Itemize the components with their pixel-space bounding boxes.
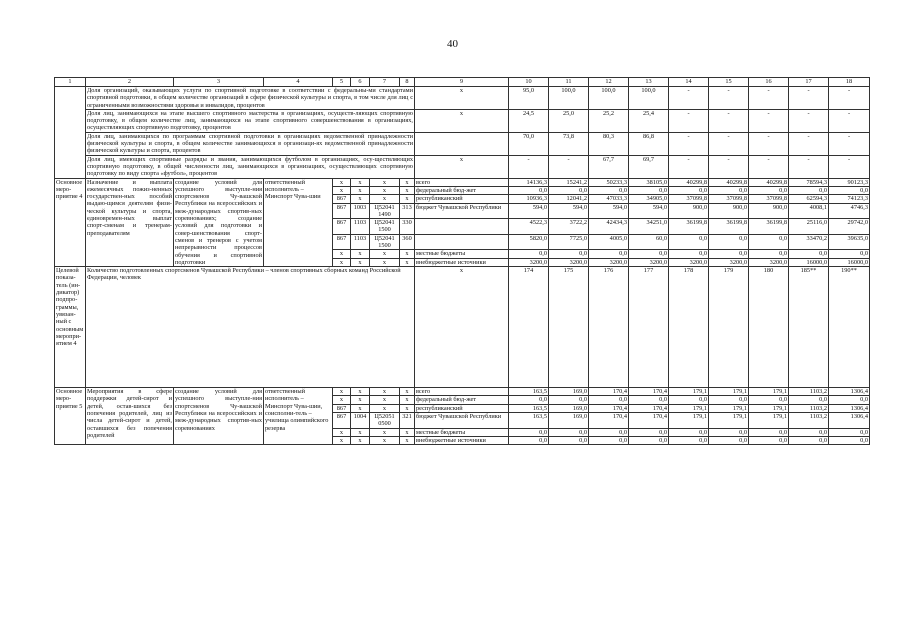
value-cell: 4746,3	[829, 203, 870, 219]
column-number: 7	[370, 78, 400, 87]
empty-cell	[55, 87, 86, 179]
value-cell: 1103,2	[789, 413, 829, 429]
value-cell: 16000,0	[829, 258, 870, 266]
value-cell: -	[669, 109, 709, 132]
value-cell: 38105,0	[629, 178, 669, 186]
value-cell: 0,0	[749, 396, 789, 404]
value-cell: 190**	[829, 267, 870, 388]
value-cell: 0,0	[509, 428, 549, 436]
value-cell: 37099,8	[749, 195, 789, 203]
target-article-code: х	[370, 186, 400, 194]
value-cell: 0,0	[509, 250, 549, 258]
column-number: 14	[669, 78, 709, 87]
value-cell: 37099,8	[709, 195, 749, 203]
value-cell: 25116,0	[789, 219, 829, 235]
target-article-code: х	[370, 428, 400, 436]
value-cell: 0,0	[789, 396, 829, 404]
value-cell: 7725,0	[549, 234, 589, 250]
value-cell: -	[709, 109, 749, 132]
value-cell: 176	[589, 267, 629, 388]
value-cell: 62594,3	[789, 195, 829, 203]
section-code: х	[351, 428, 370, 436]
value-cell: 594,0	[549, 203, 589, 219]
value-cell: -	[669, 155, 709, 178]
value-cell: 50233,3	[589, 178, 629, 186]
value-cell: 0,0	[629, 396, 669, 404]
value-cell: 16000,0	[789, 258, 829, 266]
expense-type-code: 330	[400, 219, 415, 235]
section-code: х	[351, 195, 370, 203]
value-cell: 4008,1	[789, 203, 829, 219]
value-cell: 3200,0	[589, 258, 629, 266]
finance-row	[55, 388, 870, 396]
section-code: х	[351, 250, 370, 258]
value-cell: -	[829, 155, 870, 178]
measure-executor: ответственный исполнитель – Минспорт Чува-шии, соисполни-тель – училища олимпийского резерва	[264, 388, 333, 445]
value-cell: 3200,0	[669, 258, 709, 266]
value-cell: 4522,3	[509, 219, 549, 235]
indicator-text: Доля лиц, занимающихся на этапе высшего спортивного мастерства в организациях, осуществ-ляющих спортивную подготовку, в общем количестве лиц, занимающихся на этапе спортивного совершенствования в организациях, осуществляющих спортивную подготовку, процентов	[87, 109, 413, 132]
value-cell: 594,0	[589, 203, 629, 219]
value-cell: 15241,2	[549, 178, 589, 186]
indicator-row	[55, 87, 870, 110]
funding-source: местные бюджеты	[415, 250, 509, 258]
value-cell: 179	[709, 267, 749, 388]
source-cell: х	[415, 155, 509, 178]
value-cell: 40299,8	[709, 178, 749, 186]
expense-type-code: х	[400, 250, 415, 258]
section-code: х	[351, 258, 370, 266]
column-number: 17	[789, 78, 829, 87]
column-number: 10	[509, 78, 549, 87]
grbs-code: х	[333, 436, 351, 444]
expense-type-code: х	[400, 388, 415, 396]
value-cell: 900,0	[709, 203, 749, 219]
value-cell: 39635,0	[829, 234, 870, 250]
expense-type-code: 360	[400, 234, 415, 250]
funding-source: федеральный бюд-жет	[415, 186, 509, 194]
value-cell: -	[789, 132, 829, 155]
grbs-code: 867	[333, 413, 351, 429]
grbs-code: х	[333, 258, 351, 266]
expense-type-code: х	[400, 178, 415, 186]
value-cell: 0,0	[709, 250, 749, 258]
target-article-code: х	[370, 436, 400, 444]
column-number: 5	[333, 78, 351, 87]
value-cell: 33470,2	[789, 234, 829, 250]
value-cell: 12041,2	[549, 195, 589, 203]
value-cell: 25,0	[549, 109, 589, 132]
value-cell: 3200,0	[509, 258, 549, 266]
value-cell: 67,7	[589, 155, 629, 178]
value-cell: 60,0	[629, 234, 669, 250]
target-article-code: Ц52041 1500	[370, 234, 400, 250]
value-cell: 0,0	[549, 428, 589, 436]
finance-row	[55, 178, 870, 186]
value-cell: -	[749, 87, 789, 110]
column-number: 15	[709, 78, 749, 87]
value-cell: -	[669, 87, 709, 110]
funding-source	[415, 234, 509, 250]
funding-source: всего	[415, 178, 509, 186]
value-cell: 90123,3	[829, 178, 870, 186]
section-code: х	[351, 178, 370, 186]
value-cell: -	[749, 109, 789, 132]
value-cell: 1306,4	[829, 404, 870, 412]
value-cell: 0,0	[589, 186, 629, 194]
value-cell: 3722,2	[549, 219, 589, 235]
funding-source: республиканский	[415, 195, 509, 203]
value-cell: 169,0	[549, 404, 589, 412]
expense-type-code: х	[400, 195, 415, 203]
value-cell: 1103,2	[789, 404, 829, 412]
value-cell: 179,1	[749, 388, 789, 396]
section-code: 1103	[351, 234, 370, 250]
value-cell: -	[709, 87, 749, 110]
value-cell: -	[789, 109, 829, 132]
column-number: 1	[55, 78, 86, 87]
table-body	[55, 78, 870, 445]
value-cell: 594,0	[629, 203, 669, 219]
measure-name: Мероприятия в сфере поддержки детей-сирот и детей, остав-шихся без попечения родителей, лиц из числа детей-сирот и детей, оставшихся без попечения родителей	[86, 388, 174, 445]
value-cell: 36199,8	[749, 219, 789, 235]
value-cell: 179,1	[669, 388, 709, 396]
value-cell: 0,0	[549, 396, 589, 404]
value-cell: 0,0	[709, 396, 749, 404]
value-cell: 900,0	[669, 203, 709, 219]
indicator-row	[55, 132, 870, 155]
value-cell: 0,0	[829, 396, 870, 404]
value-cell: 0,0	[749, 250, 789, 258]
expense-type-code: х	[400, 186, 415, 194]
source-cell: х	[415, 109, 509, 132]
value-cell: 40299,8	[669, 178, 709, 186]
value-cell: 169,0	[549, 388, 589, 396]
value-cell: 80,3	[589, 132, 629, 155]
value-cell: 0,0	[709, 436, 749, 444]
value-cell: 0,0	[549, 250, 589, 258]
target-article-code: Ц52041 1500	[370, 219, 400, 235]
value-cell: -	[789, 87, 829, 110]
value-cell: -	[749, 155, 789, 178]
value-cell: 25,4	[629, 109, 669, 132]
value-cell: 74123,3	[829, 195, 870, 203]
target-title: Целевой показа-тель (ин-дикатор) подпро-граммы, увязан-ный с основным меропри-ятием 4	[55, 267, 86, 388]
value-cell: 0,0	[549, 186, 589, 194]
value-cell: 36199,8	[669, 219, 709, 235]
value-cell: 900,0	[749, 203, 789, 219]
value-cell: 180	[749, 267, 789, 388]
value-cell: -	[789, 155, 829, 178]
target-article-code: х	[370, 396, 400, 404]
value-cell: 175	[549, 267, 589, 388]
value-cell: 86,8	[629, 132, 669, 155]
value-cell: 163,5	[509, 388, 549, 396]
expense-type-code: х	[400, 428, 415, 436]
column-number: 13	[629, 78, 669, 87]
value-cell: 3200,0	[749, 258, 789, 266]
expense-type-code: х	[400, 258, 415, 266]
value-cell: 0,0	[509, 186, 549, 194]
section-code: 1103	[351, 219, 370, 235]
indicator-row	[55, 109, 870, 132]
section-code: 1004	[351, 413, 370, 429]
funding-source: республиканский	[415, 404, 509, 412]
value-cell: 4005,0	[589, 234, 629, 250]
value-cell: -	[749, 132, 789, 155]
expense-type-code: х	[400, 436, 415, 444]
value-cell: 0,0	[629, 186, 669, 194]
value-cell: 0,0	[669, 250, 709, 258]
value-cell: 0,0	[789, 186, 829, 194]
funding-source: внебюджетные источники	[415, 436, 509, 444]
funding-source: бюджет Чувашской Республики	[415, 413, 509, 429]
value-cell: -	[549, 155, 589, 178]
indicator-text: Доля лиц, занимающихся по программам спортивной подготовки в организациях ведомственной принадлежности физической культуры и спорта, в общем количестве занимающихся в организаци-ях ведомственной принадлежности физической культуры и спорта, процентов	[87, 132, 413, 155]
indicator-text: Доля организаций, оказывающих услуги по спортивной подготовке в соответствии с федеральны-ми стандартами спортивной подготовки, в общем количестве организаций в сфере физической культуры и спорта, в том числе для лиц с ограниченными возможностями здоровья и инвалидов, процентов	[87, 87, 413, 109]
grbs-code: х	[333, 428, 351, 436]
value-cell: 0,0	[669, 186, 709, 194]
grbs-code: 867	[333, 219, 351, 235]
value-cell: 0,0	[589, 436, 629, 444]
value-cell: 3200,0	[629, 258, 669, 266]
value-cell: 0,0	[789, 428, 829, 436]
value-cell: 1306,4	[829, 388, 870, 396]
value-cell: 163,5	[509, 404, 549, 412]
value-cell: 179,1	[749, 404, 789, 412]
section-code: х	[351, 404, 370, 412]
indicator-row	[55, 155, 870, 178]
value-cell: 100,0	[549, 87, 589, 110]
column-number: 2	[86, 78, 174, 87]
value-cell: -	[829, 109, 870, 132]
value-cell: 177	[629, 267, 669, 388]
source-cell: х	[415, 267, 509, 388]
value-cell: -	[829, 132, 870, 155]
column-number: 8	[400, 78, 415, 87]
grbs-code: х	[333, 250, 351, 258]
column-number: 16	[749, 78, 789, 87]
value-cell: 14136,3	[509, 178, 549, 186]
column-number: 18	[829, 78, 870, 87]
value-cell: 100,0	[589, 87, 629, 110]
value-cell: 34905,0	[629, 195, 669, 203]
value-cell: 179,1	[669, 413, 709, 429]
section-code: х	[351, 436, 370, 444]
value-cell: -	[669, 132, 709, 155]
indicator-text: Доля лиц, имеющих спортивные разряды и звания, занимающихся футболом в организациях, осу-ществляющих спортивную подготовку, в общей численности лиц, занимающихся в организациях, осуществляющих спортивную подготовку по виду спорта «футбол», процентов	[87, 155, 413, 178]
value-cell: 0,0	[669, 234, 709, 250]
value-cell: 0,0	[509, 396, 549, 404]
value-cell: -	[709, 155, 749, 178]
target-article-code: х	[370, 195, 400, 203]
grbs-code: 867	[333, 234, 351, 250]
value-cell: 69,7	[629, 155, 669, 178]
value-cell: 0,0	[789, 436, 829, 444]
value-cell: 179,1	[709, 404, 749, 412]
section-code: х	[351, 388, 370, 396]
value-cell: 0,0	[749, 436, 789, 444]
value-cell: 37099,8	[669, 195, 709, 203]
value-cell: 179,1	[709, 388, 749, 396]
value-cell: 178	[669, 267, 709, 388]
value-cell: 0,0	[629, 250, 669, 258]
value-cell: 70,0	[509, 132, 549, 155]
value-cell: 0,0	[669, 428, 709, 436]
grbs-code: х	[333, 186, 351, 194]
section-code: 1003	[351, 203, 370, 219]
value-cell: 594,0	[509, 203, 549, 219]
column-number: 9	[415, 78, 509, 87]
funding-source: федеральный бюд-жет	[415, 396, 509, 404]
expense-type-code: 321	[400, 413, 415, 429]
column-number: 3	[174, 78, 264, 87]
value-cell: 0,0	[549, 436, 589, 444]
funding-source	[415, 219, 509, 235]
value-cell: 170,4	[629, 404, 669, 412]
value-cell: 0,0	[829, 428, 870, 436]
value-cell: 25,2	[589, 109, 629, 132]
target-article-code: х	[370, 178, 400, 186]
value-cell: -	[709, 132, 749, 155]
program-table	[54, 77, 870, 445]
source-cell	[415, 132, 509, 155]
value-cell: 185**	[789, 267, 829, 388]
column-number: 11	[549, 78, 589, 87]
value-cell: 0,0	[789, 250, 829, 258]
value-cell: 0,0	[589, 396, 629, 404]
value-cell: 0,0	[829, 436, 870, 444]
measure-name: Назначение и выплата ежемесячных пожиз-ненных государствен-ных пособий выдаю-щимся деятелям физи-ческой культуры и спорта, единовремен-ных выплат спорт-сменам и тренерам-преподавателям	[86, 178, 174, 267]
grbs-code: 867	[333, 203, 351, 219]
expense-type-code: х	[400, 396, 415, 404]
value-cell: 24,5	[509, 109, 549, 132]
grbs-code: х	[333, 396, 351, 404]
source-cell: х	[415, 87, 509, 110]
value-cell: 170,4	[629, 413, 669, 429]
measure-title: Основное меро-приятие 4	[55, 178, 86, 267]
grbs-code: 867	[333, 195, 351, 203]
value-cell: 10936,3	[509, 195, 549, 203]
value-cell: 42434,3	[589, 219, 629, 235]
value-cell: 47033,3	[589, 195, 629, 203]
target-article-code: х	[370, 250, 400, 258]
target-article-code: Ц52041 1490	[370, 203, 400, 219]
measure-executor: ответственный исполнитель – Минспорт Чува-шии	[264, 178, 333, 267]
section-code: х	[351, 396, 370, 404]
expense-type-code: 313	[400, 203, 415, 219]
value-cell: 0,0	[709, 234, 749, 250]
value-cell: 174	[509, 267, 549, 388]
value-cell: 0,0	[589, 250, 629, 258]
funding-source: всего	[415, 388, 509, 396]
value-cell: -	[509, 155, 549, 178]
grbs-code: х	[333, 388, 351, 396]
value-cell: 179,1	[749, 413, 789, 429]
value-cell: 73,8	[549, 132, 589, 155]
target-article-code: Ц52051 0500	[370, 413, 400, 429]
value-cell: -	[829, 87, 870, 110]
measure-goal: создание условий для успешного выступле-ния спортсменов Чу-вашской Республики на всероссийских и меж-дународных спортив-ных соревнованиях; создание условий для подготовки и совер-шенствования спорт-сменов и тренеров с учетом непрерывности процессов обучения и спортивной подготовки	[175, 178, 262, 266]
funding-source: бюджет Чувашской Республики	[415, 203, 509, 219]
value-cell: 5820,0	[509, 234, 549, 250]
value-cell: 40299,8	[749, 178, 789, 186]
value-cell: 1306,4	[829, 413, 870, 429]
value-cell: 179,1	[669, 404, 709, 412]
value-cell: 169,0	[549, 413, 589, 429]
target-text: Количество подготовленных спортсменов Чувашской Республики – членов спортивных сборных команд Российской Федерации, человек	[86, 267, 415, 388]
value-cell: 0,0	[749, 234, 789, 250]
value-cell: 3200,0	[709, 258, 749, 266]
value-cell: 170,4	[589, 413, 629, 429]
target-article-code: х	[370, 388, 400, 396]
column-number: 6	[351, 78, 370, 87]
value-cell: 78594,3	[789, 178, 829, 186]
target-indicator-row	[55, 267, 870, 388]
target-article-code: х	[370, 258, 400, 266]
value-cell: 0,0	[589, 428, 629, 436]
value-cell: 36199,8	[709, 219, 749, 235]
value-cell: 0,0	[629, 428, 669, 436]
value-cell: 0,0	[629, 436, 669, 444]
value-cell: 0,0	[749, 186, 789, 194]
value-cell: 163,5	[509, 413, 549, 429]
funding-source: местные бюджеты	[415, 428, 509, 436]
expense-type-code: х	[400, 404, 415, 412]
value-cell: 0,0	[709, 428, 749, 436]
value-cell: 0,0	[749, 428, 789, 436]
value-cell: 179,1	[709, 413, 749, 429]
section-code: х	[351, 186, 370, 194]
value-cell: 170,4	[589, 388, 629, 396]
grbs-code: 867	[333, 404, 351, 412]
value-cell: 0,0	[509, 436, 549, 444]
funding-source: внебюджетные источники	[415, 258, 509, 266]
value-cell: 29742,0	[829, 219, 870, 235]
value-cell: 3200,0	[549, 258, 589, 266]
column-number: 4	[264, 78, 333, 87]
measure-goal: создание условий для успешного выступле-ния спортсменов Чу-вашской Республики на всероссийских и меж-дународных спортив-ных соревнованиях	[174, 388, 264, 445]
column-number: 12	[589, 78, 629, 87]
grbs-code: х	[333, 178, 351, 186]
page-number: 40	[447, 38, 458, 50]
value-cell: 0,0	[709, 186, 749, 194]
value-cell: 0,0	[829, 250, 870, 258]
value-cell: 0,0	[669, 436, 709, 444]
target-article-code: х	[370, 404, 400, 412]
value-cell: 1103,2	[789, 388, 829, 396]
value-cell: 170,4	[629, 388, 669, 396]
value-cell: 170,4	[589, 404, 629, 412]
value-cell: 0,0	[669, 396, 709, 404]
value-cell: 100,0	[629, 87, 669, 110]
value-cell: 34251,0	[629, 219, 669, 235]
value-cell: 0,0	[829, 186, 870, 194]
header-row	[55, 78, 870, 87]
measure-title: Основное меро-приятие 5	[55, 388, 86, 445]
value-cell: 95,0	[509, 87, 549, 110]
